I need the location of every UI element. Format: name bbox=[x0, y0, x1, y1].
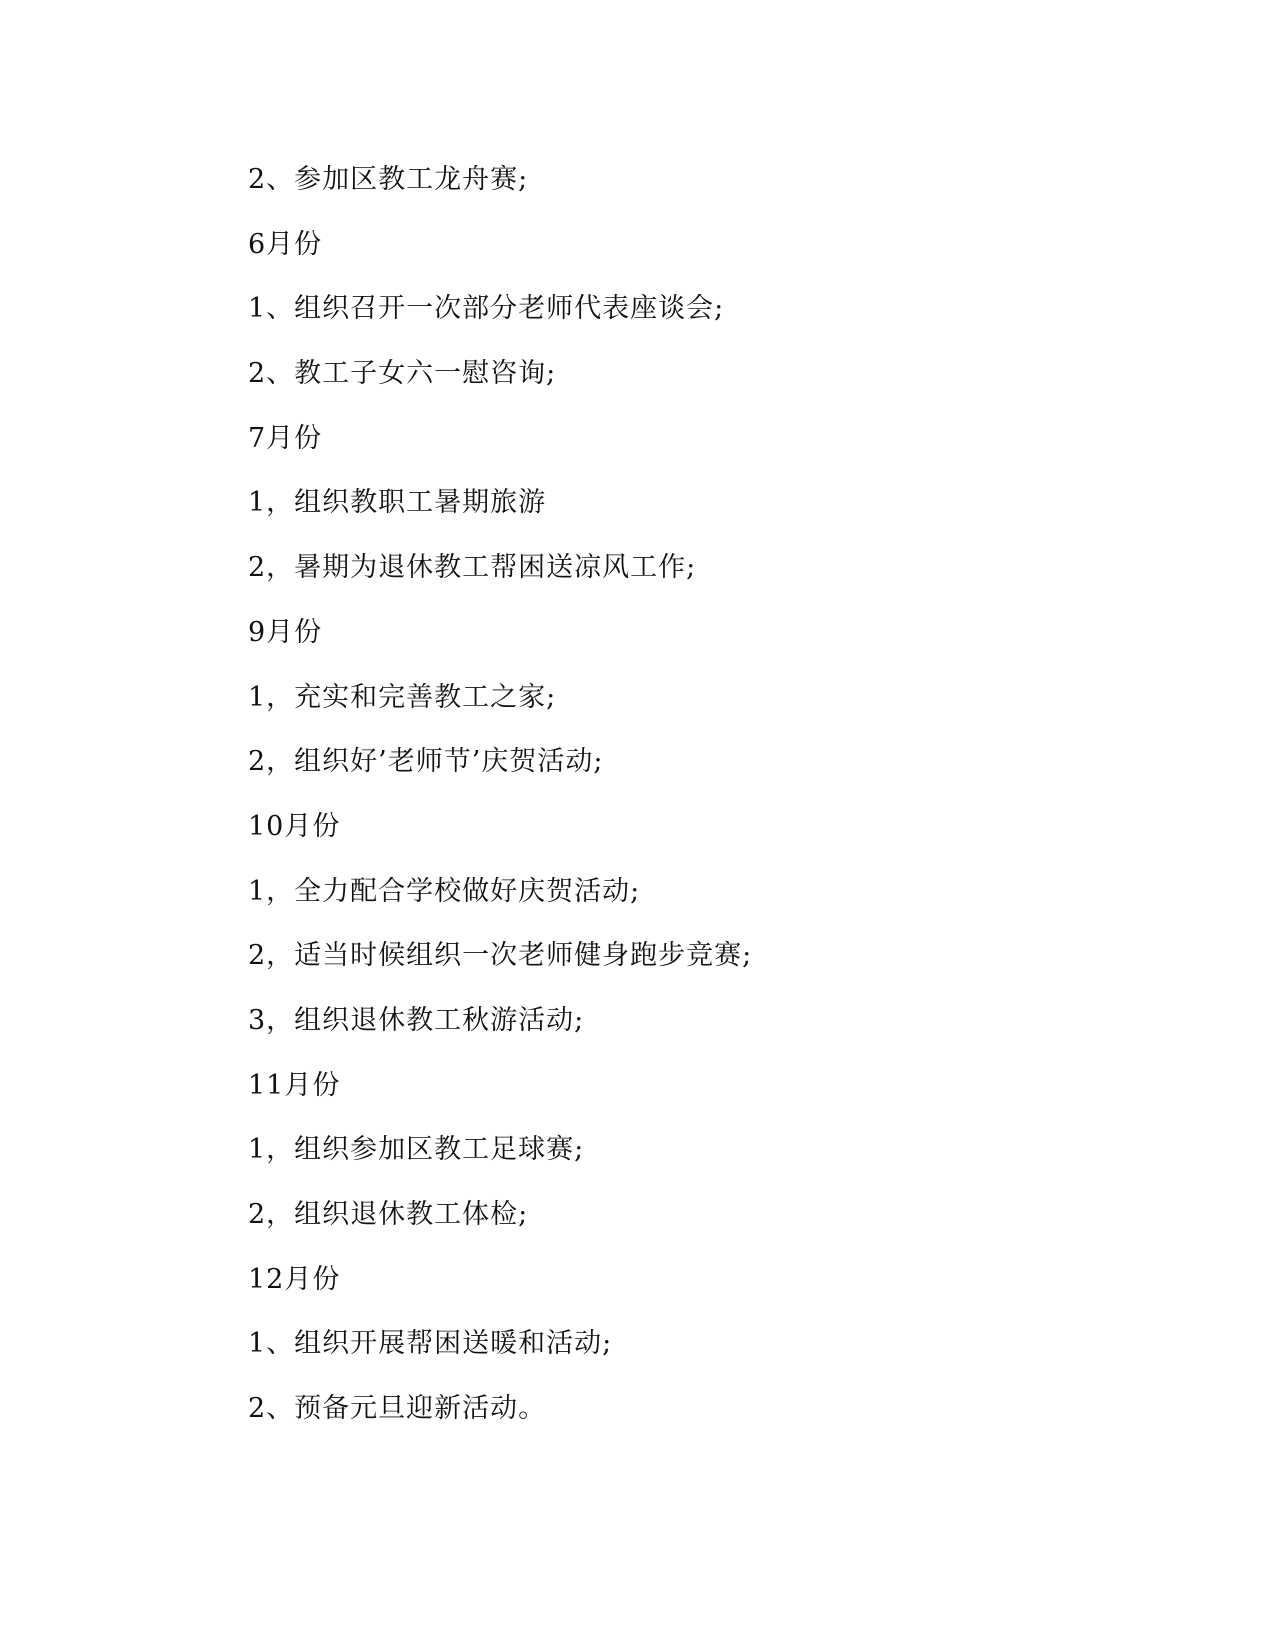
month-heading: 12月份 bbox=[248, 1263, 341, 1295]
month-heading: 6月份 bbox=[248, 228, 323, 260]
list-item: 2，组织退休教工体检; bbox=[248, 1199, 529, 1230]
list-item: 1，充实和完善教工之家; bbox=[248, 681, 557, 713]
month-heading: 10月份 bbox=[248, 810, 341, 842]
list-item: 2，适当时候组织一次老师健身跑步竞赛; bbox=[248, 940, 753, 972]
list-item: 2、预备元旦迎新活动。 bbox=[248, 1393, 547, 1425]
month-heading: 7月份 bbox=[248, 422, 323, 454]
list-item: 1、组织召开一次部分老师代表座谈会; bbox=[248, 293, 725, 325]
list-item: 2，暑期为退休教工帮困送凉风工作; bbox=[248, 552, 697, 584]
list-item: 1，组织参加区教工足球赛; bbox=[248, 1134, 585, 1166]
list-item: 1，组织教职工暑期旅游 bbox=[248, 487, 547, 519]
month-heading: 11月份 bbox=[248, 1069, 341, 1101]
list-item: 2、教工子女六一慰咨询; bbox=[248, 358, 557, 390]
month-heading: 9月份 bbox=[248, 616, 323, 648]
list-item: 1、组织开展帮困送暖和活动; bbox=[248, 1328, 613, 1360]
list-item: 3，组织退休教工秋游活动; bbox=[248, 1004, 585, 1036]
list-item: 2，组织好’老师节’庆贺活动; bbox=[248, 746, 604, 778]
list-item: 2、参加区教工龙舟赛; bbox=[248, 164, 529, 195]
list-item: 1，全力配合学校做好庆贺活动; bbox=[248, 875, 641, 907]
document-body bbox=[248, 160, 1148, 1454]
